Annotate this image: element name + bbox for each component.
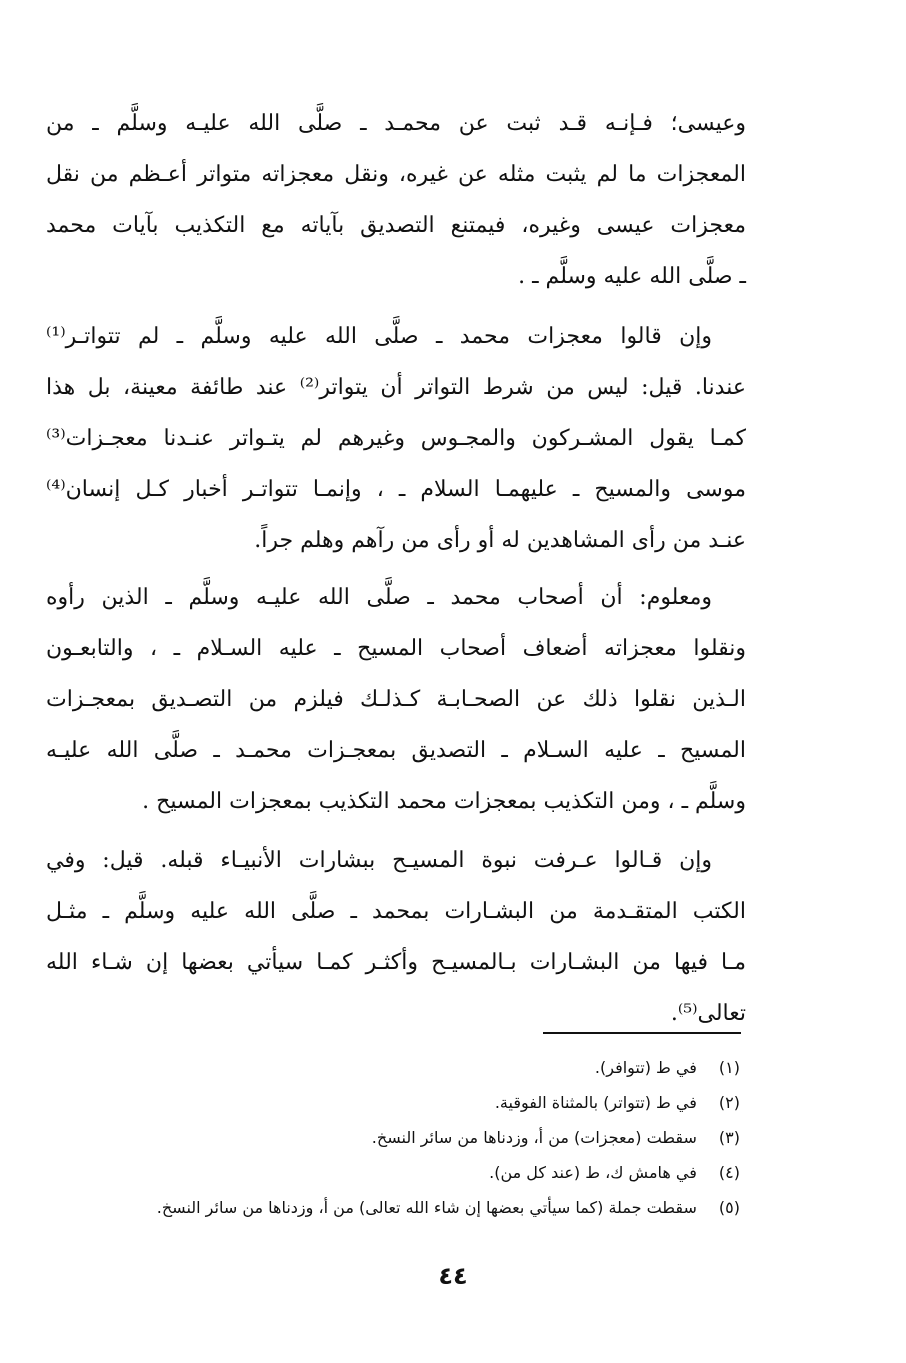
footnote-item bbox=[40, 1085, 740, 1120]
text-line: مـا فيها من البشـارات بـالمسيـح وأكثـر كمـا سيأتي بعضها إن شـاء الله bbox=[46, 950, 746, 975]
footnote-separator bbox=[543, 1032, 741, 1034]
footnote-item bbox=[40, 1050, 740, 1085]
main-text bbox=[46, 98, 746, 1039]
text-line: المسيح ـ عليه السـلام ـ التصديق بمعجـزات محمـد ـ صلَّى الله عليـه bbox=[46, 738, 746, 763]
paragraph-1 bbox=[46, 98, 746, 302]
text-line: عندنا. قيل: ليس من شرط التواتر أن يتواتر⁽²⁾ عند طائفة معينة، بل هذا bbox=[46, 375, 746, 400]
text-line: ومعلوم: أن أصحاب محمد ـ صلَّى الله عليـه وسلَّم ـ الذين رأوه bbox=[46, 585, 712, 610]
text-line: ـ صلَّى الله عليه وسلَّم ـ . bbox=[518, 264, 746, 289]
footnote-text: في ط (تتواتر) بالمثناة الفوقية. bbox=[494, 1093, 697, 1112]
paragraph-3 bbox=[46, 572, 746, 827]
text-line: معجزات عيسى وغيره، فيمتنع التصديق بآياته مع التكذيب بآيات محمد bbox=[46, 213, 746, 238]
footnote-text: سقطت (معجزات) من أ، وزدناها من سائر النسخ. bbox=[371, 1128, 697, 1147]
footnote-text: سقطت جملة (كما سيأتي بعضها إن شاء الله تعالى) من أ، وزدناها من سائر النسخ. bbox=[156, 1198, 697, 1217]
footnote-number: (٤) bbox=[718, 1163, 740, 1182]
footnote-text: في هامش ك، ط (عند كل من). bbox=[489, 1163, 697, 1182]
footnote-number: (٢) bbox=[718, 1093, 740, 1112]
text-line: تعالى⁽⁵⁾. bbox=[670, 1001, 746, 1026]
footnote-number: (٥) bbox=[718, 1198, 740, 1217]
footnote-item bbox=[40, 1190, 740, 1225]
text-line: المعجزات ما لم يثبت مثله عن غيره، ونقل معجزاته متواتر أعـظم من نقل bbox=[46, 162, 746, 187]
text-line: كمـا يقول المشـركون والمجـوس وغيرهم لم يتـواتر عنـدنا معجـزات⁽³⁾ bbox=[46, 426, 746, 451]
footnote-number: (٣) bbox=[718, 1128, 740, 1147]
page-number: ٤٤ bbox=[438, 1262, 468, 1290]
text-line: ونقلوا معجزاته أضعاف أصحاب المسيح ـ عليه السـلام ـ ، والتابعـون bbox=[46, 636, 746, 661]
footnote-text: في ط (تتوافر). bbox=[594, 1058, 697, 1077]
paragraph-2 bbox=[46, 311, 746, 566]
footnote-item bbox=[40, 1120, 740, 1155]
text-line: وسلَّم ـ ، ومن التكذيب بمعجزات محمد التكذيب بمعجزات المسيح . bbox=[142, 789, 746, 814]
text-line: الـذين نقلوا ذلك عن الصحـابـة كـذلـك فيلزم من التصـديق بمعجـزات bbox=[46, 687, 746, 712]
text-line: موسى والمسيح ـ عليهمـا السلام ـ ، وإنمـا تتواتـر أخبار كـل إنسان⁽⁴⁾ bbox=[46, 477, 746, 502]
footnote-item bbox=[40, 1155, 740, 1190]
text-line: وإن قـالوا عـرفت نبوة المسيـح ببشارات الأنبيـاء قبله. قيل: وفي bbox=[46, 848, 712, 873]
text-line: وعيسى؛ فـإنـه قـد ثبت عن محمـد ـ صلَّى الله عليـه وسلَّم ـ من bbox=[46, 111, 746, 136]
text-line: عنـد من رأى المشاهدين له أو رأى من رآهم وهلم جراً. bbox=[254, 528, 746, 553]
text-line: وإن قالوا معجزات محمد ـ صلَّى الله عليه وسلَّم ـ لم تتواتـر⁽¹⁾ bbox=[46, 324, 712, 349]
footnotes bbox=[40, 1050, 740, 1225]
paragraph-4 bbox=[46, 835, 746, 1039]
text-line: الكتب المتقـدمة من البشـارات بمحمد ـ صلَّى الله عليه وسلَّم ـ مثـل bbox=[46, 899, 746, 924]
footnote-number: (١) bbox=[718, 1058, 740, 1077]
